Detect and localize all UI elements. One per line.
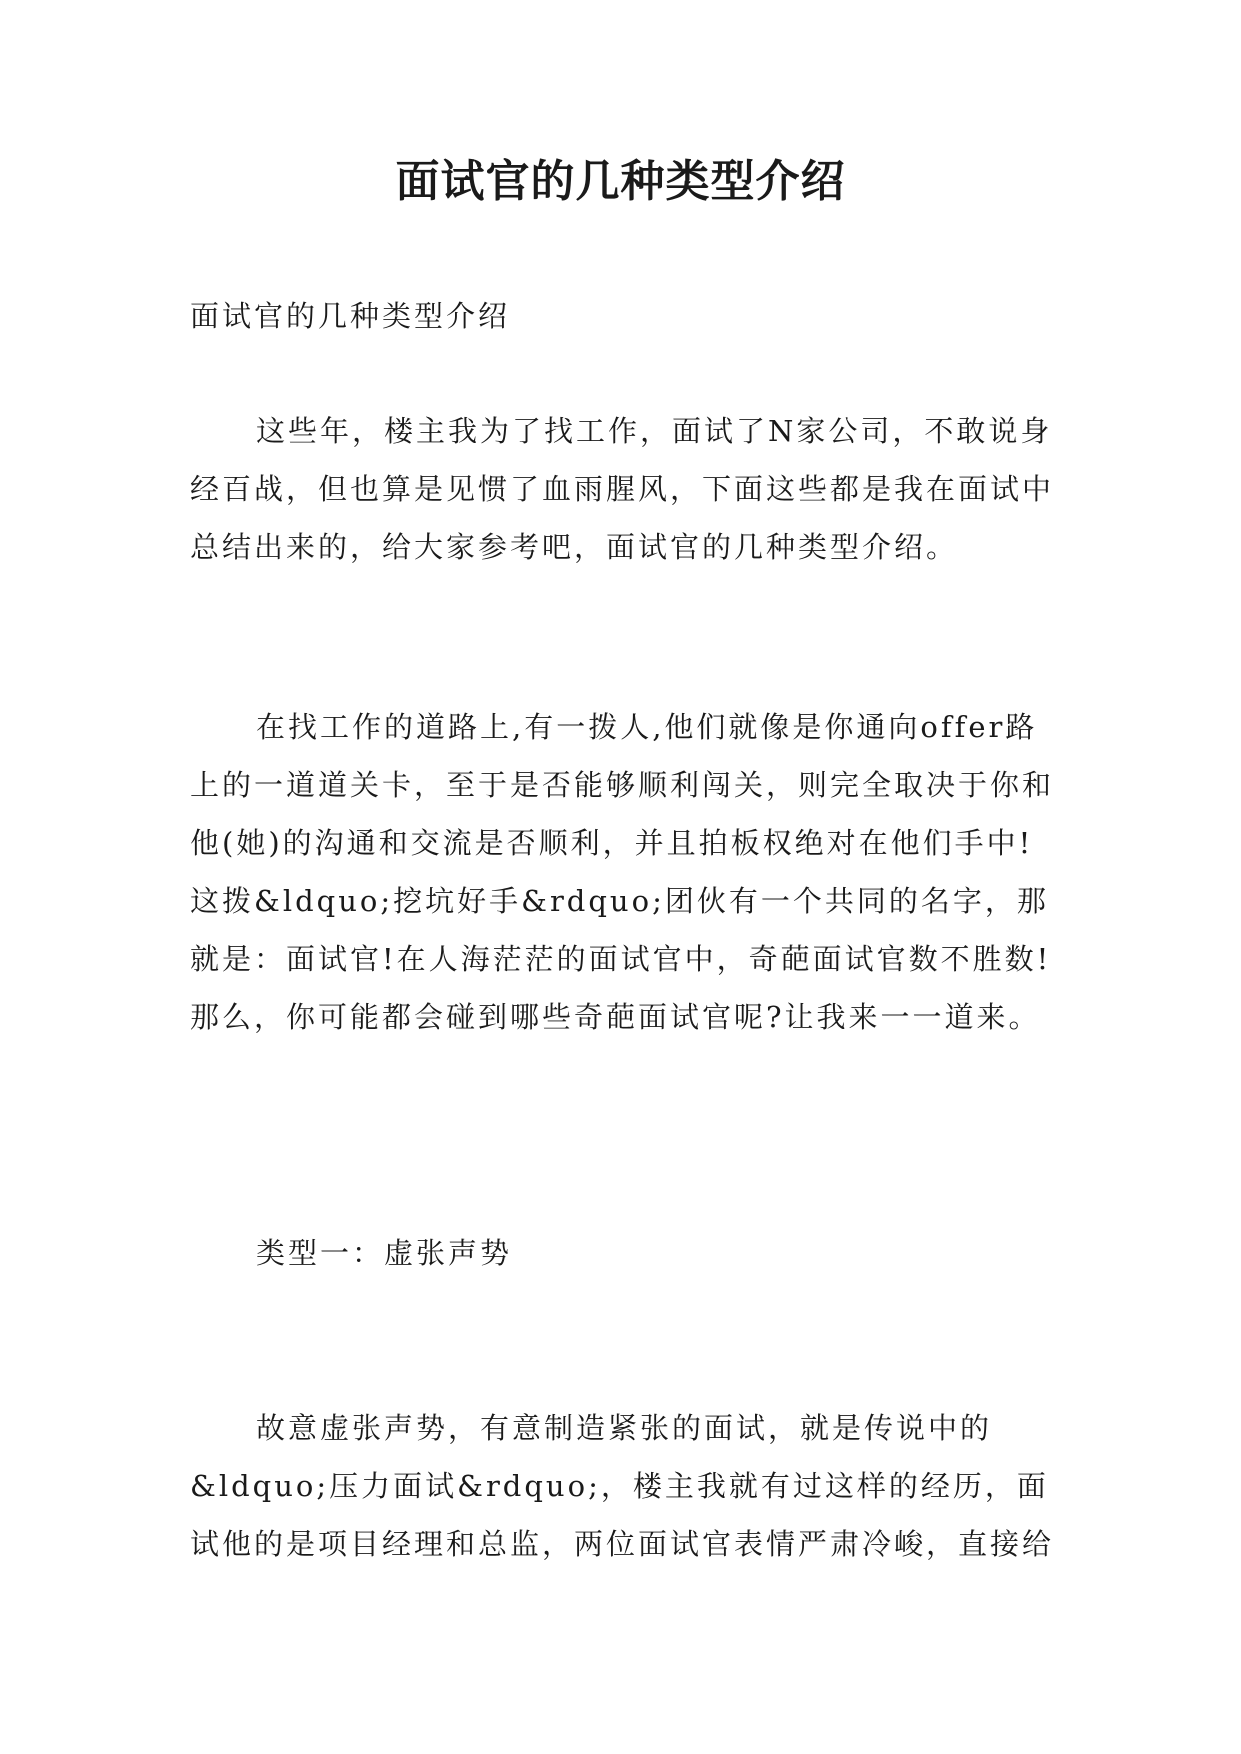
section-heading: 类型一：虚张声势 [256, 1236, 513, 1270]
paragraph-intro: 这些年，楼主我为了找工作，面试了N家公司，不敢说身经百战，但也算是见惯了血雨腥风，下面这些都是我在面试中总结出来的，给大家参考吧，面试官的几种类型介绍。 [190, 414, 1055, 564]
document-title: 面试官的几种类型介绍 [395, 156, 846, 207]
document-subtitle: 面试官的几种类型介绍 [190, 299, 511, 333]
section-paragraph: 故意虚张声势，有意制造紧张的面试，就是传说中的&ldquo;压力面试&rdquo;，楼主我就有过这样的经历，面试他的是项目经理和总监，两位面试官表情严肃冷峻，直接给 [190, 1411, 1055, 1561]
paragraph-background: 在找工作的道路上,有一拨人,他们就像是你通向offer路上的一道道关卡，至于是否能够顺利闯关，则完全取决于你和他(她)的沟通和交流是否顺利，并且拍板权绝对在他们手中!这拨&ldquo;挖坑好手&rdquo;团伙有一个共同的名字，那就是：面试官!在人海茫茫的面试官中，奇葩面试官数不胜数!那么，你可能都会碰到哪些奇葩面试官呢?让我来一一道来。 [190, 710, 1055, 1034]
